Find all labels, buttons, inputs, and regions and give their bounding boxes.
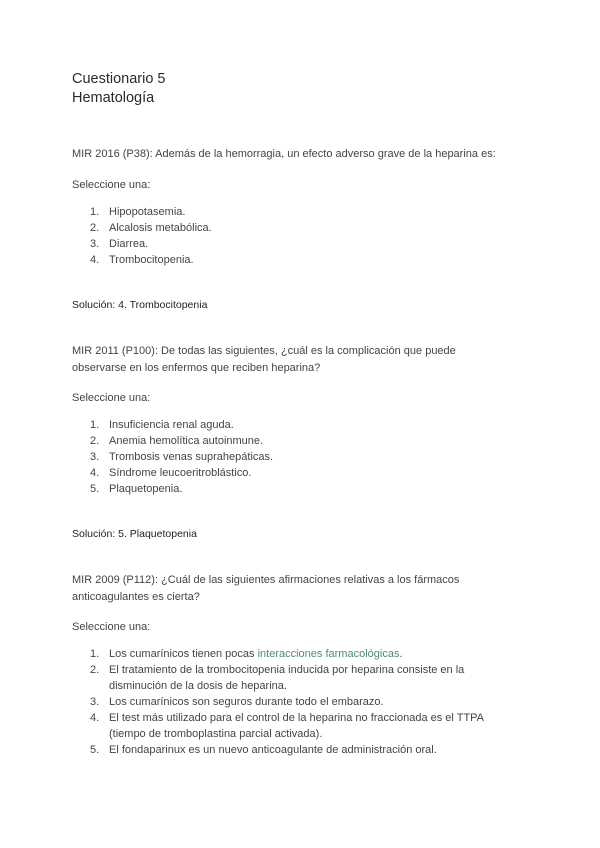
question-1-text: MIR 2016 (P38): Además de la hemorragia, un efecto adverso grave de la heparina es: <box>72 148 496 160</box>
question-1-option-1[interactable]: 1. Hipopotasemia. <box>90 206 186 218</box>
title-line-2: Hematología <box>72 90 155 106</box>
document-page <box>72 70 532 758</box>
question-1-solution: Solución: 4. Trombocitopenia <box>72 299 208 311</box>
interacciones-link[interactable]: interacciones farmacológicas <box>257 648 400 660</box>
question-2-option-1[interactable]: 1. Insuficiencia renal aguda. <box>90 419 234 431</box>
question-1-option-3[interactable]: 3. Diarrea. <box>90 238 149 250</box>
question-1-option-2[interactable]: 2. Alcalosis metabólica. <box>90 222 212 234</box>
question-3-text-line-2: anticoagulantes es cierta? <box>72 591 200 603</box>
question-3-options <box>72 646 532 758</box>
question-2-solution: Solución: 5. Plaquetopenia <box>72 528 197 540</box>
question-2-option-2[interactable]: 2. Anemia hemolítica autoinmune. <box>90 435 264 447</box>
question-3-prompt: Seleccione una: <box>72 621 151 633</box>
question-3-option-2[interactable]: 2. El tratamiento de la trombocitopenia inducida por heparina consiste en la disminución de la dosis de heparina. <box>90 664 465 692</box>
question-1-prompt: Seleccione una: <box>72 179 151 191</box>
title-line-1: Cuestionario 5 <box>72 71 166 87</box>
question-3-option-3[interactable]: 3. Los cumarínicos son seguros durante todo el embarazo. <box>90 696 384 708</box>
question-2-text-line-1: MIR 2011 (P100): De todas las siguientes, ¿cuál es la complicación que puede <box>72 345 456 357</box>
question-1-options <box>72 204 532 268</box>
question-2-text-line-2: observarse en los enfermos que reciben heparina? <box>72 362 321 374</box>
question-3-text-line-1: MIR 2009 (P112): ¿Cuál de las siguientes afirmaciones relativas a los fármacos <box>72 574 460 586</box>
question-3-option-5[interactable]: 5. El fondaparinux es un nuevo anticoagulante de administración oral. <box>90 744 437 756</box>
question-3-option-1[interactable]: 1. Los cumarínicos tienen pocas interacciones farmacológicas. <box>90 648 403 660</box>
question-2-option-4[interactable]: 4. Síndrome leucoeritroblástico. <box>90 467 252 479</box>
question-2-option-5[interactable]: 5. Plaquetopenia. <box>90 483 183 495</box>
question-2-prompt: Seleccione una: <box>72 392 151 404</box>
question-2-option-3[interactable]: 3. Trombosis venas suprahepáticas. <box>90 451 274 463</box>
question-3-option-4[interactable]: 4. El test más utilizado para el control de la heparina no fraccionada es el TTPA (tiempo de tromboplastina parcial activada). <box>90 712 485 740</box>
question-1-option-4[interactable]: 4. Trombocitopenia. <box>90 254 194 266</box>
question-2-options <box>72 417 532 497</box>
